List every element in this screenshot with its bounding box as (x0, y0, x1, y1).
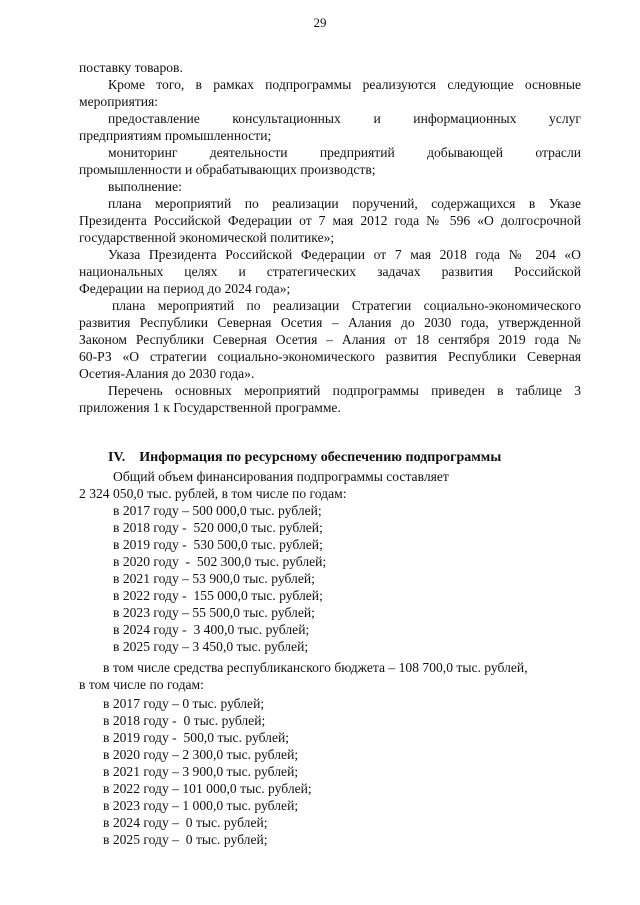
text-line: Указа Президента Российской Федерации от 7 мая 2018 года № 204 «О (108, 247, 581, 262)
text-line: мониторинг деятельности предприятий добывающей отрасли (108, 145, 581, 160)
budget-year-line: в 2021 году – 3 900,0 тыс. рублей; (103, 764, 299, 779)
budget-year-line: в 2017 году – 0 тыс. рублей; (103, 696, 265, 711)
text-line: государственной экономической политике»; (79, 230, 335, 245)
funding-year-line: в 2019 году - 530 500,0 тыс. рублей; (113, 537, 323, 552)
funding-year-line: в 2021 году – 53 900,0 тыс. рублей; (113, 571, 315, 586)
budget-year-line: в 2025 году – 0 тыс. рублей; (103, 832, 268, 847)
text-line: Перечень основных мероприятий подпрограммы приведен в таблице 3 (108, 383, 581, 398)
text-line: плана мероприятий по реализации поручений, содержащихся в Указе (108, 196, 581, 211)
text-line: плана мероприятий по реализации Стратегии социально-экономического (112, 298, 581, 313)
text-line: мероприятия: (79, 94, 159, 109)
text-line: приложения 1 к Государственной программе. (79, 400, 341, 415)
funding-year-line: в 2023 году – 55 500,0 тыс. рублей; (113, 605, 315, 620)
text-line: Президента Российской Федерации от 7 мая 2012 года № 596 «О долгосрочной (79, 213, 581, 228)
text-line: 60-РЗ «О стратегии социально-экономического развития Республики Северная (79, 349, 581, 364)
text-line: Федерации на период до 2024 года»; (79, 281, 291, 296)
text-line: Осетия-Алания до 2030 года». (79, 366, 255, 381)
funding-year-line: в 2025 году – 3 450,0 тыс. рублей; (113, 639, 309, 654)
text-line: Общий объем финансирования подпрограммы составляет (113, 469, 449, 484)
budget-year-line: в 2018 году - 0 тыс. рублей; (103, 713, 266, 728)
funding-year-line: в 2017 году – 500 000,0 тыс. рублей; (113, 503, 322, 518)
budget-year-line: в 2024 году – 0 тыс. рублей; (103, 815, 268, 830)
text-line: 2 324 050,0 тыс. рублей, в том числе по годам: (79, 486, 347, 501)
section-heading: IV. Информация по ресурсному обеспечению подпрограммы (108, 450, 502, 465)
budget-year-line: в 2019 году - 500,0 тыс. рублей; (103, 730, 290, 745)
budget-year-line: в 2020 году – 2 300,0 тыс. рублей; (103, 747, 299, 762)
budget-year-line: в 2023 году – 1 000,0 тыс. рублей; (103, 798, 299, 813)
text-line: Законом Республики Северная Осетия – Алания от 18 сентября 2019 года № (79, 332, 581, 347)
text-line: национальных целях и стратегических задачах развития Российской (79, 264, 581, 279)
text-line: поставку товаров. (79, 60, 183, 75)
text-line: промышленности и обрабатывающих производств; (79, 162, 376, 177)
page-number: 29 (313, 15, 327, 30)
funding-year-line: в 2020 году - 502 300,0 тыс. рублей; (113, 554, 327, 569)
budget-year-line: в 2022 году – 101 000,0 тыс. рублей; (103, 781, 312, 796)
text-line: предоставление консультационных и информационных услуг (108, 111, 581, 126)
text-line: в том числе по годам: (79, 677, 204, 692)
text-line: развития Республики Северная Осетия – Алания до 2030 года, утвержденной (79, 315, 581, 330)
text-line: предприятиям промышленности; (79, 128, 272, 143)
funding-year-line: в 2024 году - 3 400,0 тыс. рублей; (113, 622, 310, 637)
funding-year-line: в 2022 году - 155 000,0 тыс. рублей; (113, 588, 323, 603)
funding-year-line: в 2018 году - 520 000,0 тыс. рублей; (113, 520, 323, 535)
text-line: выполнение: (108, 179, 182, 194)
text-line: в том числе средства республиканского бюджета – 108 700,0 тыс. рублей, (103, 660, 528, 675)
text-line: Кроме того, в рамках подпрограммы реализуются следующие основные (108, 77, 581, 92)
